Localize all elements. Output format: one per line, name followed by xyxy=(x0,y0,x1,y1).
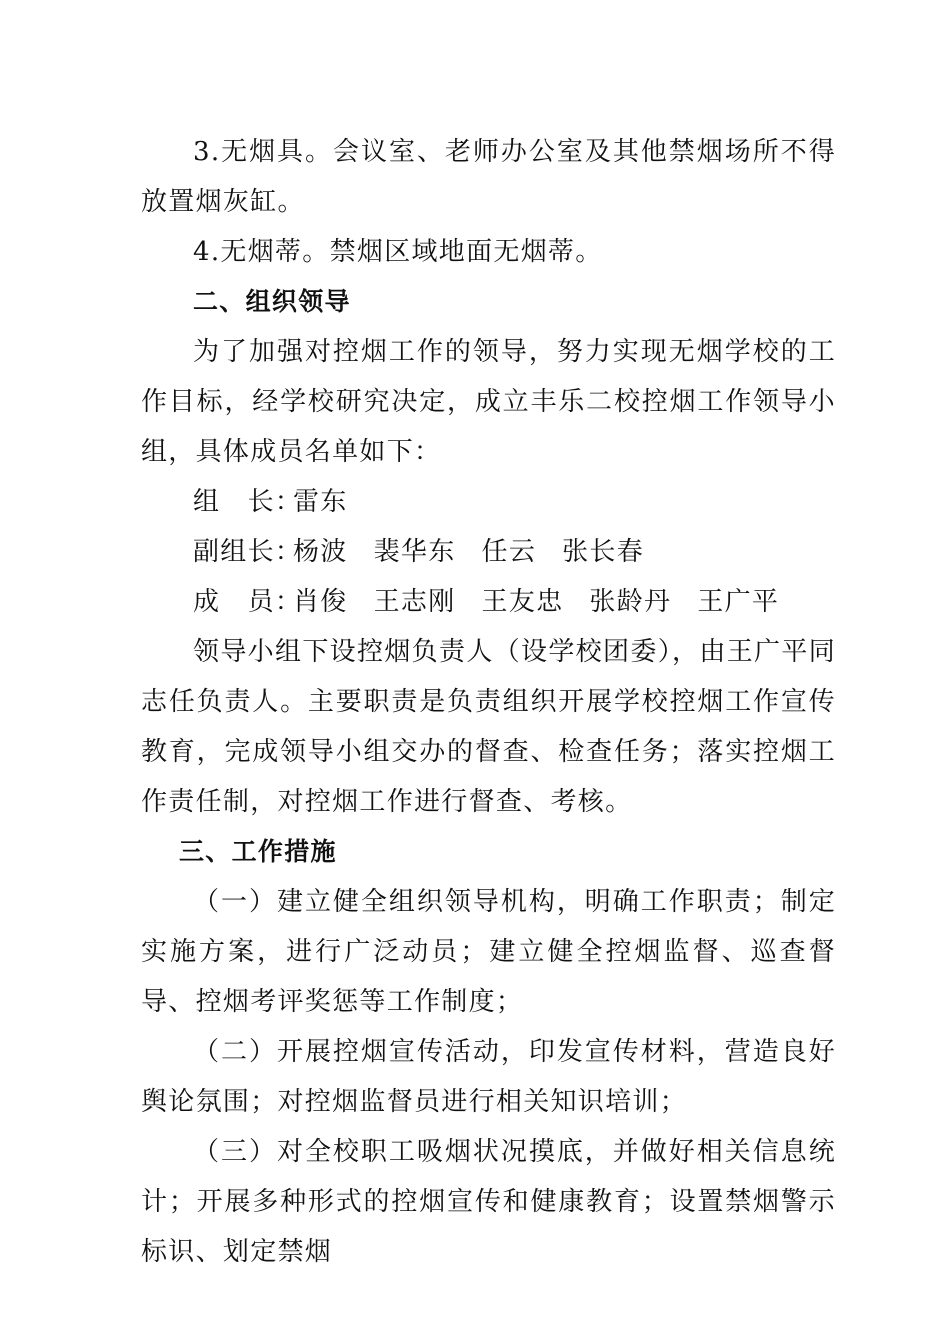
member-name: 张龄丹 xyxy=(589,587,672,617)
paragraph-responsibilities: 领导小组下设控烟负责人（设学校团委），由王广平同志任负责人。主要职责是负责组织开展学校控烟工作宣传教育，完成领导小组交办的督查、检查任务；落实控烟工作责任制，对控烟工作进行督查、考核。 xyxy=(141,637,836,817)
paragraph-measure-2: （二）开展控烟宣传活动，印发宣传材料，营造良好舆论氛围；对控烟监督员进行相关知识培训； xyxy=(141,1037,836,1117)
member-row-members xyxy=(141,577,836,627)
deputy-name: 裴华东 xyxy=(373,537,456,567)
deputy-name: 任云 xyxy=(481,537,537,567)
section-heading-organization: 二、组织领导 xyxy=(193,287,351,316)
leader-label: 组 长： xyxy=(193,487,303,517)
member-name: 王志刚 xyxy=(373,587,456,617)
paragraph-leadership-intro: 为了加强对控烟工作的领导，努力实现无烟学校的工作目标，经学校研究决定，成立丰乐二校控烟工作领导小组，具体成员名单如下： xyxy=(141,337,836,467)
paragraph-no-ashtray: 3.无烟具。会议室、老师办公室及其他禁烟场所不得放置烟灰缸。 xyxy=(141,137,836,217)
section-heading-measures: 三、工作措施 xyxy=(179,837,337,866)
member-name: 王广平 xyxy=(697,587,780,617)
member-row-leader xyxy=(141,477,836,527)
paragraph-measure-3: （三）对全校职工吸烟状况摸底，并做好相关信息统计；开展多种形式的控烟宣传和健康教育；设置禁烟警示标识、划定禁烟 xyxy=(141,1137,836,1267)
member-row-deputies xyxy=(141,527,836,577)
paragraph-measure-1: （一）建立健全组织领导机构，明确工作职责；制定实施方案，进行广泛动员；建立健全控烟监督、巡查督导、控烟考评奖惩等工作制度； xyxy=(141,887,836,1017)
member-name: 王友忠 xyxy=(481,587,564,617)
deputy-label: 副组长： xyxy=(193,537,303,567)
member-label: 成 员： xyxy=(193,587,303,617)
leader-name: 雷东 xyxy=(293,487,348,517)
document-body xyxy=(141,127,836,1277)
member-name: 肖俊 xyxy=(293,587,348,617)
paragraph-no-cigarette-butts: 4.无烟蒂。禁烟区域地面无烟蒂。 xyxy=(193,237,603,267)
deputy-name: 张长春 xyxy=(562,537,645,567)
deputy-name: 杨波 xyxy=(293,537,348,567)
